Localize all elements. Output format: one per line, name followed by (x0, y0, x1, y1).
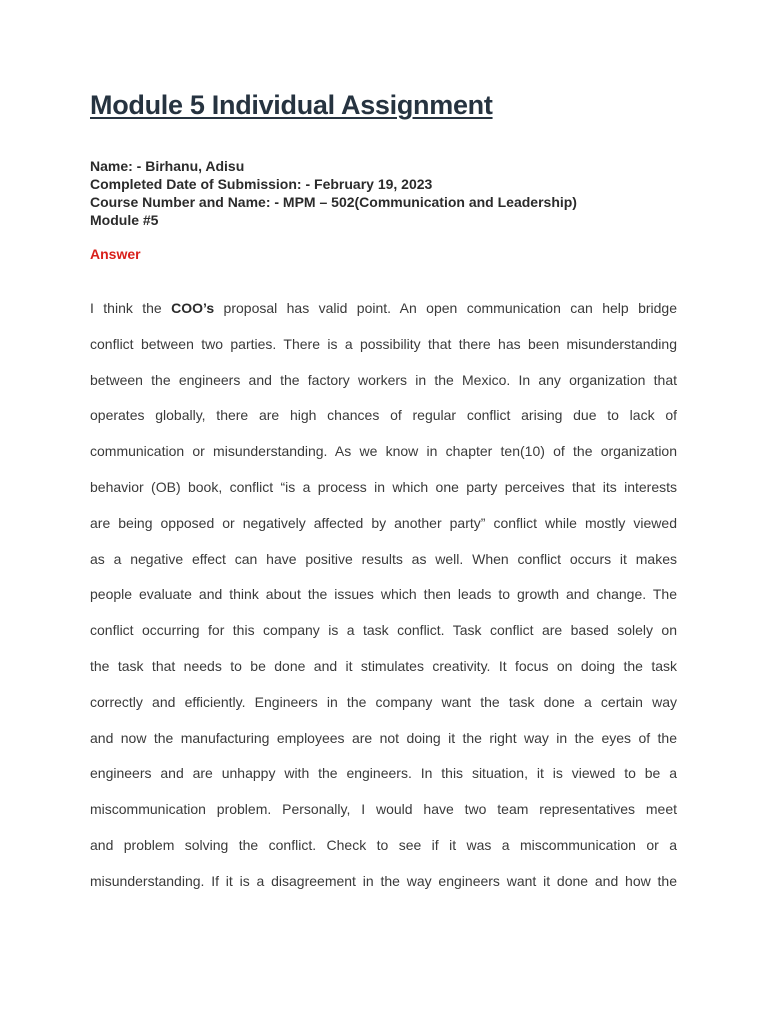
body-line: conflict occurring for this company is a task conflict. Task conflict are based solely on (90, 622, 677, 639)
body-line: engineers and are unhappy with the engineers. In this situation, it is viewed to be a (90, 765, 677, 782)
course-info: Course Number and Name: - MPM – 502(Communication and Leadership) (90, 194, 577, 210)
body-line: and now the manufacturing employees are not doing it the right way in the eyes of the (90, 729, 677, 746)
answer-body (90, 297, 677, 906)
body-line: communication or misunderstanding. As we know in chapter ten(10) of the organization (90, 443, 677, 460)
body-line: between the engineers and the factory workers in the Mexico. In any organization that (90, 371, 677, 388)
body-line: operates globally, there are high chances of regular conflict arising due to lack of (90, 407, 677, 424)
body-line: people evaluate and think about the issues which then leads to growth and change. The (90, 586, 677, 603)
submission-date: Completed Date of Submission: - February 19, 2023 (90, 176, 433, 192)
body-line: behavior (OB) book, conflict “is a process in which one party perceives that its interests (90, 478, 677, 495)
body-line: correctly and efficiently. Engineers in the company want the task done a certain way (90, 693, 677, 710)
body-line-after: proposal has valid point. An open communication can help bridge (214, 300, 677, 316)
body-line: as a negative effect can have positive results as well. When conflict occurs it makes (90, 550, 677, 567)
coo-emphasis: COO’s (171, 300, 215, 316)
body-line: miscommunication problem. Personally, I would have two team representatives meet (90, 801, 677, 818)
body-line: and problem solving the conflict. Check to see if it was a miscommunication or a (90, 836, 677, 853)
student-name: Name: - Birhanu, Adisu (90, 158, 245, 174)
body-line (90, 297, 677, 333)
body-line-before: I think the (90, 300, 172, 316)
answer-heading: Answer (90, 246, 141, 262)
module-number: Module #5 (90, 212, 159, 228)
assignment-meta (90, 157, 690, 229)
body-line: conflict between two parties. There is a possibility that there has been misunderstanding (90, 335, 677, 352)
body-line: the task that needs to be done and it stimulates creativity. It focus on doing the task (90, 657, 677, 674)
document-title: Module 5 Individual Assignment (90, 90, 493, 120)
body-line: are being opposed or negatively affected by another party” conflict while mostly viewed (90, 514, 677, 531)
body-line: misunderstanding. If it is a disagreement in the way engineers want it done and how the (90, 872, 677, 889)
